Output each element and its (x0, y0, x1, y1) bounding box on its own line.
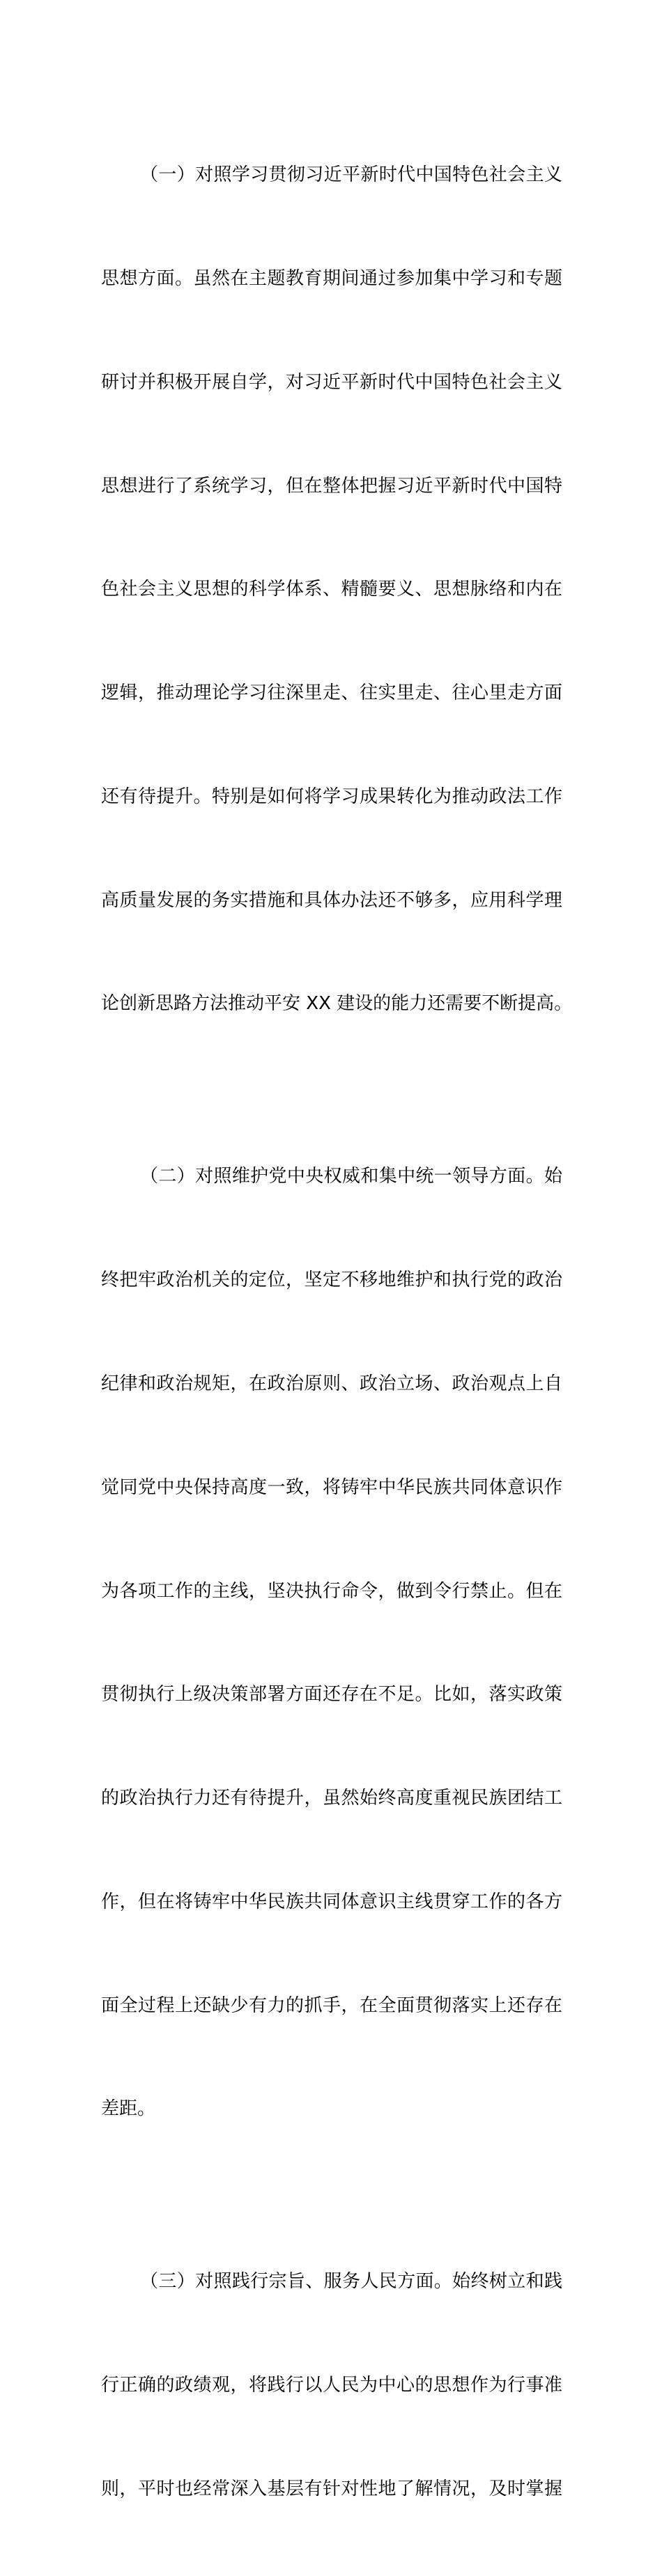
text-line: （三）对照践行宗旨、服务人民方面。始终树立和践 (140, 2271, 562, 2293)
paragraph-3 (101, 2196, 562, 2576)
text-line: 研讨并积极开展自学，对习近平新时代中国特色社会主义 (101, 371, 562, 393)
text-line: 面全过程上还缺少有力的抓手，在全面贯彻落实上还存在 (101, 1995, 562, 2016)
text-line: 觉同党中央保持高度一致，将铸牢中华民族共同体意识作 (101, 1476, 562, 1498)
text-line: 终把牢政治机关的定位，坚定不移地维护和执行党的政治 (101, 1270, 562, 1291)
text-line: 思想方面。虽然在主题教育期间通过参加集中学习和专题 (101, 267, 562, 289)
text-line: （一）对照学习贯彻习近平新时代中国特色社会主义 (140, 164, 562, 186)
paragraph-1 (101, 89, 573, 1091)
text-line: 逻辑，推动理论学习往深里走、往实里走、往心里走方面 (101, 682, 562, 704)
text-line: 的政治执行力还有待提升，虽然始终高度重视民族团结工 (101, 1788, 562, 1809)
text-line: 纪律和政治规矩，在政治原则、政治立场、政治观点上自 (101, 1373, 562, 1394)
text-line: 色社会主义思想的科学体系、精髓要义、思想脉络和内在 (101, 579, 562, 600)
text-line: 行正确的政绩观，将践行以人民为中心的思想作为行事准 (101, 2375, 562, 2396)
text-line: 为各项工作的主线，坚决执行命令，做到令行禁止。但在 (101, 1580, 562, 1602)
document-body (101, 89, 573, 2576)
text-line: 思想进行了系统学习，但在整体把握习近平新时代中国特 (101, 475, 562, 497)
text-line: 贯彻执行上级决策部署方面还存在不足。比如，落实政策 (101, 1684, 562, 1705)
text-line: 还有待提升。特别是如何将学习成果转化为推动政法工作 (101, 786, 562, 807)
text-line: 差距。 (101, 2098, 156, 2120)
text-line: 论创新思路方法推动平安 XX 建设的能力还需要不断提高。 (101, 993, 573, 1015)
text-line: 高质量发展的务实措施和具体办法还不够多，应用科学理 (101, 889, 562, 911)
text-line: 作，但在将铸牢中华民族共同体意识主线贯穿工作的各方 (101, 1891, 562, 1912)
text-line: 则，平时也经常深入基层有针对性地了解情况，及时掌握 (101, 2478, 562, 2499)
paragraph-2 (101, 1091, 562, 2196)
text-line: （二）对照维护党中央权威和集中统一领导方面。始 (140, 1166, 562, 1187)
